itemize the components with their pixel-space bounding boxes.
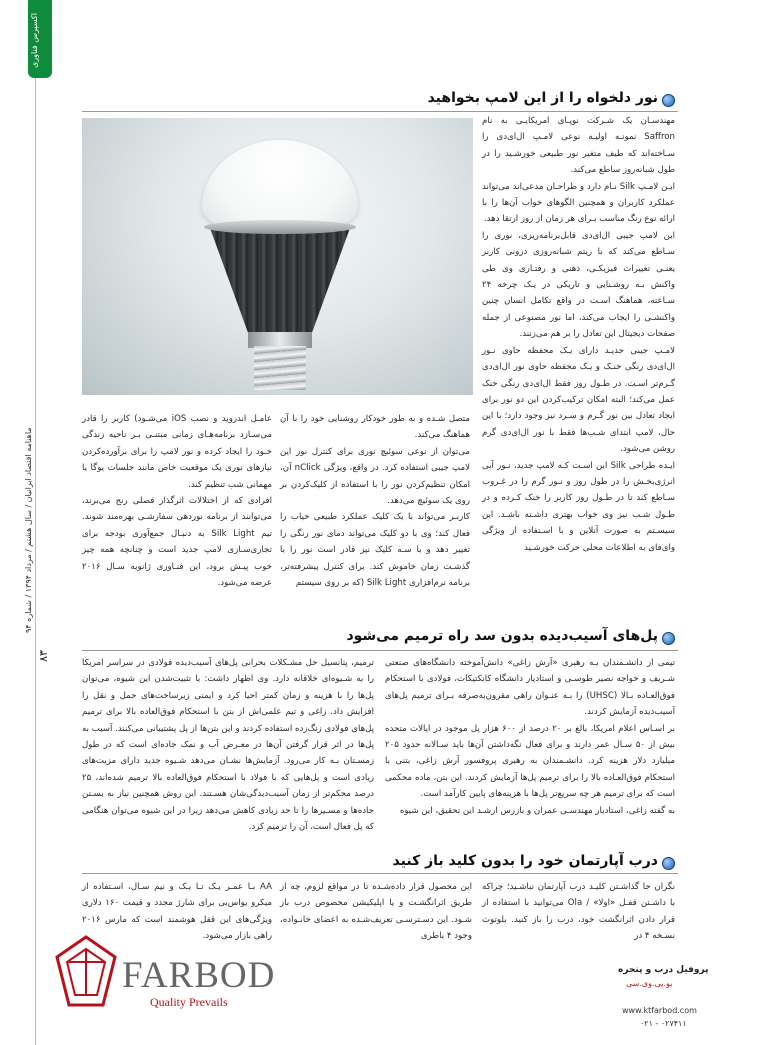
ad-phone: ۰۲۱ - ۰۲۷۴۱۱ <box>640 1019 687 1028</box>
ad-product-line: پروفیل درب و پنجره <box>618 965 709 975</box>
bulb-base <box>254 346 306 390</box>
ad-brand: FARBOD <box>122 955 276 996</box>
article-body-right: نگران جا گذاشـتن کلیـد درب آپارتمان نباشـید؛ چراکه با داشـتن قفـل «اولا» / Ola می‌توانید با استفاده از قرار دادن اثرانگشت خود، درب را باز کنید. بلوتوث نسـخه ۴ در <box>482 882 675 942</box>
section-tab <box>28 0 52 78</box>
bulb-heatsink <box>210 228 350 336</box>
paragraph: لامـپ جیبی جدیـد دارای یـک محفظه حاوی نـور ال‌ای‌دی رنگی خنـک و یـک محفظه حاوی نور ال‌ای‌دی گـرم‌تر اسـت. در طـول روز فقط ال‌ای‌دی رنگی خنک عمل می‌کند؛ البته امکان ترکیب‌کردن این دو نور برای ایجاد تعادل بین نور گـرم و سـرد نیز وجود دارد؛ با این حال، لامپ ابتدای شـب‌ها فقط با نور ال‌ای‌دی گرم روشن می‌شود. <box>482 345 675 455</box>
article-title: پل‌های آسیب‌دیده بدون سد راه ترمیم می‌شود <box>346 628 658 644</box>
bullet-icon <box>662 632 675 645</box>
title-rule <box>82 111 678 112</box>
article-title: درب آپارتمان خود را بدون کلید باز کنید <box>392 853 658 869</box>
article-body-right: تیمی از دانشـمندان بـه رهبری «آرش زاغی» دانش‌آموخته دانشگاه‌های صنعتی شـریف و خواجه نصیر طوسـی و استادیار دانشگاه کانکتیکات، فولادی با استحکام فوق‌العـاده بـالا (UHSC) را بـه عنـوان راهی مقرون‌به‌صرفه بـرای ترمیم پل‌های آسیب‌دیده آزمایش کردند. بر اسـاس اعلام امریکا، بالغ بر ۲۰ درصد از ۶۰۰ هزار پل موجود در ایالات متحده بیش از ۵۰ سـال عمر دارند و برای فعال نگه‌داشتن آن‌ها باید سـالانه حدود ۲۰۵ میلیارد دلار هزینه کرد. دانشـمندان به رهبری پروفسور آرش زاغی، بتنی با استحکام فوق‌العـاده بالا را برای ترمیم پل‌ها آزمایش کردند. این بتن، ماده محکمی است که برای ترمیم هر چه سریع‌تر پل‌ها با هزینه‌های پایین کارآمد است. به گفته زاغی، استادیار مهندسـی عمران و بازرس ارشـد این تحقیق، این شیوه <box>385 658 676 816</box>
title-rule <box>82 650 678 651</box>
bullet-icon <box>662 94 675 107</box>
article-body-middle: متصل شـده و به طور خودکار روشنایی خود را با آن هماهنگ می‌کند. می‌توان از نوعی سوئیچ نوری برای کنترل نور این لامپ جیبی استفاده کرد. در واقع، ویژگی nClick آن، امکان تنظیم‌کردن نور را با استفاده از کلیک‌کردن بر روی یک سوئیچ می‌دهد. کاربـر می‌تواند با یک کلیک عملکرد طبیعی خیاب را فعال کند؛ وی با دو کلیک می‌تواند دمای نور رنگی را تغییر دهد و با سـه کلیک نیز قادر است نور را با گذشـت زمان خاموش کند. برای کنترل پیشرفته‌تر، برنامه نرم‌افزاری Silk Light (که بر روی سیستم <box>280 414 470 589</box>
paragraph: ایـن لامـپ Silk نـام دارد و طراحـان مدعی‌اند می‌تواند عملکرد کاربران و همچنین الگوهای خواب آن‌ها را با ارائه نوع رنگ مناسب بـرای هر زمان از روز ارتقا دهد. <box>482 181 675 225</box>
lamp-photo <box>82 118 473 395</box>
section-tab-label: اکسپرس فناوری <box>30 13 39 69</box>
ad-website[interactable]: www.ktfarbod.com <box>622 1006 697 1015</box>
article-body-left: AA بـا عمـر یـک تـا یـک و نیم سـال، اسـتفاده از میکرو یواس‌بی برای شارژ مجدد و قیمت ۱۶۰ دلاری ویژگی‌های این قفل هوشمند است که مارس ۲۰۱۶ راهی بازار می‌شود. <box>82 882 272 942</box>
bullet-icon <box>662 857 675 870</box>
article-body-left: ترمیم، پتانسیل حل مشـکلات بحرانی پل‌های آسیب‌دیده فولادی در سراسر امریکا را به شـیوه‌ای خلاقانه دارد. وی اظهار داشت: با تثبیت‌شدن این شیوه، می‌توان پل‌ها را با هزینه و زمان کمتر احیا کرد و ایمنی زیرساخت‌های حمل و نقل را افزایش داد. زاغی و تیم علمی‌اش از بتن با استحکام فوق‌العاده بالا برای ترمیم پل‌های فولادی زنگ‌زده استفاده کردند و این بتن‌ها از پل پشتیبانی می‌کنند. آسیب به پل‌ها در اثر قرار گرفتن آن‌ها در معـرض آب و نمک جاده‌ای است که در طول زمسـتان بـه کار می‌رود. آزمایش‌ها نشـان می‌دهد شـیوه جدید دارای مزیت‌های زیادی است و پل‌هایی که با فولاد با استحکام فوق‌العاده بالا ترمیم شده‌اند، ۲۵ درصد محکم‌تر از زمان آسیب‌دیدگی‌شان هسـتند. این روش همچنین نیاز به بسـتن جاده‌ها و مسـیرها را تا حد زیادی کاهش می‌دهد زیرا در این شیوه می‌توان هنگامی که پل فعال است، آن را ترمیم کرد. <box>82 658 374 833</box>
article-body-right <box>482 113 675 556</box>
article-body-middle: این محصول قرار داده‌شـده تا در مواقع لزوم، چه از طریق اثرانگشـت و یا اپلیکیشن مخصوص درب باز شـود. این دسـترسـی تعریف‌شـده به اعضای خانـواده، وجود ۴ باطری <box>280 882 472 942</box>
article-title: نور دلخواه را از این لامپ بخواهید <box>427 90 658 106</box>
ad-tagline: Quality Prevails <box>150 995 228 1009</box>
farbod-logo-icon <box>55 935 117 1007</box>
ad-product-type: یو.پی.وی.سی <box>626 979 673 988</box>
bulb-ring <box>204 220 356 234</box>
issue-info: ماهنامه اقتصاد ایرانیان / سال هشتم / مرداد ۱۳۹۴ / شماره ۹۴ <box>24 427 33 633</box>
paragraph: این لامپ جیبی ال‌ای‌دی قابل‌برنامه‌ریزی، نوری را سـاطع می‌کند که با ریتم شبانه‌روزی درونی کاربر یعنـی تغییرات فیزیکـی، ذهنی و رفتـاری وی طی واکنش بـه روشـنایی و تاریکی در یـک چرخه ۲۴ سـاعته، هماهنگ اسـت در واقع تکامل انسان چنین واکنشـی را ایجاب می‌کند، اما نور مصنوعی از جمله صفحات دیجیتال این تعادل را بر هم می‌زنند. <box>482 230 675 340</box>
article-body-left: عامـل اندروید و نصب iOS می‌شـود) کاربر را قادر می‌سـازد برنامه‌هـای زمانی مبتنـی بـر ناحیه زندگی خـود را ایجاد کرده و نور لامپ را برای برآورده‌کردن نیازهای نوری یک موقعیت خاص مانند جلسات یوگا یا مهمانی شب تنظیم کند. افرادی که از اختلالات اثرگذار فصلی رنج می‌برند، می‌توانند از برنامه نوردهی سفارشـی بهره‌مند شوند. تیم Silk Light به دنبـال جمع‌آوری بودجه برای تجاری‌سـازی لامپ جدید است و چنانچه همه چیز خوب پیـش برود، این فنـاوری ژانویه سـال ۲۰۱۶ عرضه می‌شود. <box>82 414 273 589</box>
paragraph: مهندسـان یک شـرکت نوپـای امریکایـی به نام Saffron نمونـه اولیـه نوعی لامـپ ال‌ای‌دی را سـاخته‌اند که طیف متغیر نور طبیعی خورشـید را در طول شبانه‌روز ساطع می‌کند. <box>482 116 675 176</box>
paragraph: ایـده طراحی Silk این اسـت کـه لامپ جدید، نـور آبی انرژی‌بخـش را در طول روز و نـور گرم را در غـروب سـاطع کند تا در طـول روز کاربر را خنک کـرده و در طـول شـب نیز وی خواب بهتری داشـته باشـد. این سیسـتم به صورت آنلاین و با اسـتفاده از ویژگی وای‌فای به اطلاعات محلی حرکت خورشـید <box>482 460 676 553</box>
title-rule <box>82 873 678 874</box>
page-number: ۸۳ <box>37 650 50 662</box>
